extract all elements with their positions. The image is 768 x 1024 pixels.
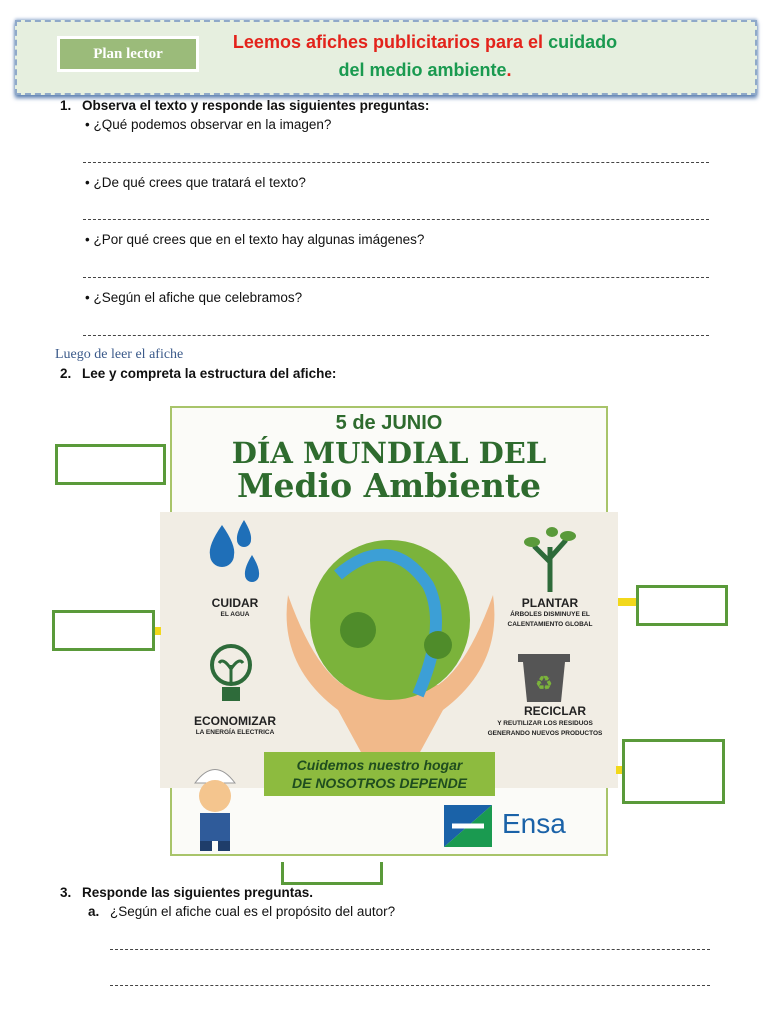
answer-box-mid-right[interactable]: [636, 585, 728, 626]
answer-line[interactable]: [83, 335, 709, 336]
q3-instruction: Responde las siguientes preguntas.: [82, 885, 314, 900]
question-3: • ¿Por qué crees que en el texto hay algunas imágenes?: [85, 232, 425, 247]
page-title-line1: [155, 32, 695, 53]
question-1: • ¿Qué podemos observar en la imagen?: [85, 117, 332, 132]
title-green: cuidado: [548, 32, 618, 52]
item-reciclar-title: RECICLAR: [524, 704, 586, 718]
slogan-line1: Cuidemos nuestro hogar: [296, 757, 463, 773]
mascot-illustration: [185, 758, 245, 853]
poster-title2: Medio Ambiente: [237, 466, 541, 505]
item-reciclar-sub: Y REUTILIZAR LOS RESIDUOS GENERANDO NUEVOS PRODUCTOS: [487, 720, 603, 737]
q3-number: 3.: [60, 885, 72, 900]
ensa-logo-icon: [444, 805, 492, 847]
ensa-brand: Ensa: [502, 808, 566, 839]
answer-box-mid-left[interactable]: [52, 610, 155, 651]
answer-line[interactable]: [83, 277, 709, 278]
item-economizar-title: ECONOMIZAR: [194, 714, 276, 728]
item-plantar-title: PLANTAR: [521, 596, 579, 610]
answer-line[interactable]: [83, 219, 709, 220]
recycle-bin-icon: [516, 650, 572, 702]
item-economizar-sub: LA ENERGÍA ELECTRICA: [195, 729, 275, 736]
answer-line[interactable]: [110, 985, 710, 986]
globe-hands-illustration: [278, 535, 503, 765]
lightbulb-icon: [205, 643, 257, 705]
title-red: Leemos afiches publicitarios para el: [232, 32, 544, 52]
answer-line[interactable]: [83, 162, 709, 163]
plan-lector-badge: Plan lector: [57, 36, 199, 72]
poster-title1: DÍA MUNDIAL DEL: [231, 436, 547, 470]
answer-line[interactable]: [110, 949, 710, 950]
page-title-line2: [155, 60, 695, 81]
answer-box-top-left[interactable]: [55, 444, 166, 485]
q3a-question: ¿Según el afiche cual es el propósito del autor?: [110, 904, 396, 919]
item-cuidar-sub: EL AGUA: [220, 611, 250, 618]
item-plantar-sub: ÁRBOLES DISMINUYE EL CALENTAMIENTO GLOBAL: [507, 611, 593, 628]
connector: [616, 766, 622, 774]
q2-number: 2.: [60, 366, 72, 381]
slogan-line2: DE NOSOTROS DEPENDE: [291, 775, 468, 791]
q1-instruction: Observa el texto y responde las siguientes preguntas:: [82, 98, 430, 113]
answer-box-bottom-right[interactable]: [622, 739, 725, 804]
question-2: • ¿De qué crees que tratará el texto?: [85, 175, 306, 190]
q1-number: 1.: [60, 98, 72, 113]
svg-text:♻: ♻: [535, 673, 553, 695]
item-cuidar-title: CUIDAR: [211, 596, 259, 610]
tree-plant-icon: [520, 522, 580, 592]
answer-box-bottom[interactable]: [281, 862, 383, 885]
q3a-letter: a.: [88, 904, 100, 919]
water-drops-icon: [200, 515, 270, 595]
poster-date: 5 de JUNIO: [335, 412, 443, 434]
connector: [155, 627, 161, 635]
title-period: .: [506, 60, 512, 80]
connector: [618, 598, 636, 606]
q2-instruction: Lee y compreta la estructura del afiche:: [82, 366, 337, 381]
subheading: Luego de leer el afiche: [55, 347, 184, 362]
title-green-2: del medio ambiente: [338, 60, 507, 80]
question-4: • ¿Según el afiche que celebramos?: [85, 290, 303, 305]
